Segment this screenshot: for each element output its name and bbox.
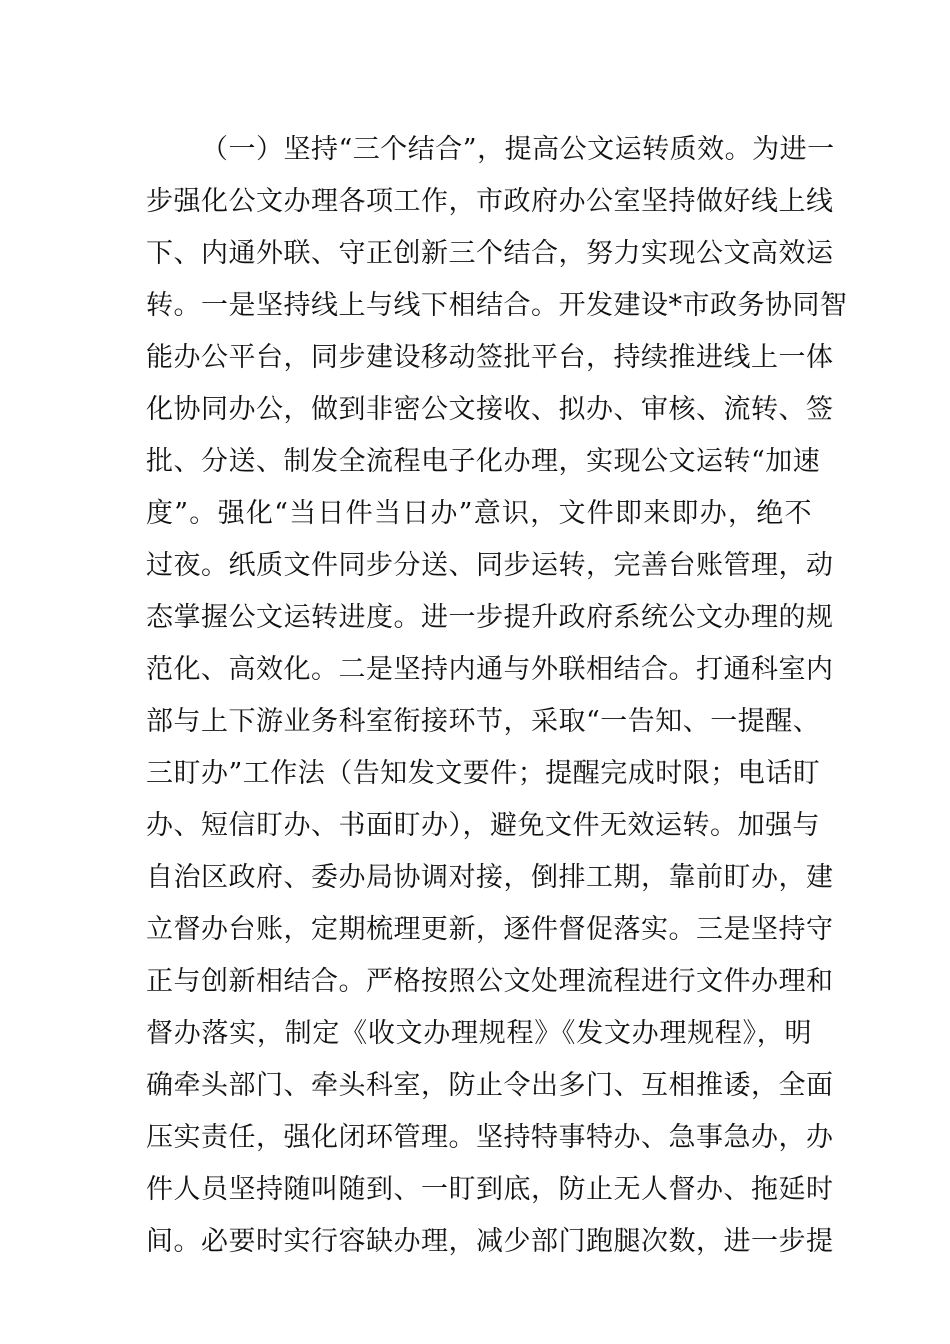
- paragraph-line: 过夜。纸质文件同步分送、同步运转，完善台账管理，动: [146, 550, 834, 581]
- paragraph-line: 下、内通外联、守正创新三个结合，努力实现公文高效运: [146, 238, 834, 269]
- paragraph-line: 立督办台账，定期梳理更新，逐件督促落实。三是坚持守: [146, 914, 834, 945]
- paragraph-line: 办、短信盯办、书面盯办），避免文件无效运转。加强与: [146, 810, 820, 841]
- paragraph-line: 督办落实，制定《收文办理规程》《发文办理规程》，明: [146, 1018, 812, 1049]
- body-paragraph: [146, 124, 848, 1268]
- paragraph-line: 化协同办公，做到非密公文接收、拟办、审核、流转、签: [146, 394, 834, 425]
- paragraph-line: 间。必要时实行容缺办理，减少部门跑腿次数，进一步提: [146, 1226, 834, 1257]
- paragraph-line: 部与上下游业务科室衔接环节，采取“一告知、一提醒、: [146, 706, 821, 737]
- paragraph-line: 转。一是坚持线上与线下相结合。开发建设*市政务协同智: [146, 290, 848, 321]
- paragraph-line: 确牵头部门、牵头科室，防止令出多门、互相推诿，全面: [146, 1070, 834, 1101]
- paragraph-line: 正与创新相结合。严格按照公文处理流程进行文件办理和: [146, 966, 834, 997]
- paragraph-line: 态掌握公文运转进度。进一步提升政府系统公文办理的规: [146, 602, 834, 633]
- paragraph-line: 三盯办”工作法（告知发文要件；提醒完成时限；电话盯: [146, 758, 821, 789]
- paragraph-line: 件人员坚持随叫随到、一盯到底，防止无人督办、拖延时: [146, 1174, 834, 1205]
- paragraph-line: 自治区政府、委办局协调对接，倒排工期，靠前盯办，建: [146, 862, 834, 893]
- paragraph-line: 压实责任，强化闭环管理。坚持特事特办、急事急办，办: [146, 1122, 834, 1153]
- paragraph-line: （一）坚持“三个结合”，提高公文运转质效。为进一: [201, 134, 835, 165]
- paragraph-line: 批、分送、制发全流程电子化办理，实现公文运转“加速: [146, 446, 821, 477]
- paragraph-line: 步强化公文办理各项工作，市政府办公室坚持做好线上线: [146, 186, 834, 217]
- paragraph-line: 范化、高效化。二是坚持内通与外联相结合。打通科室内: [146, 654, 834, 685]
- paragraph-line: 度”。强化“当日件当日办”意识，文件即来即办，绝不: [146, 498, 812, 529]
- paragraph-line: 能办公平台，同步建设移动签批平台，持续推进线上一体: [146, 342, 834, 373]
